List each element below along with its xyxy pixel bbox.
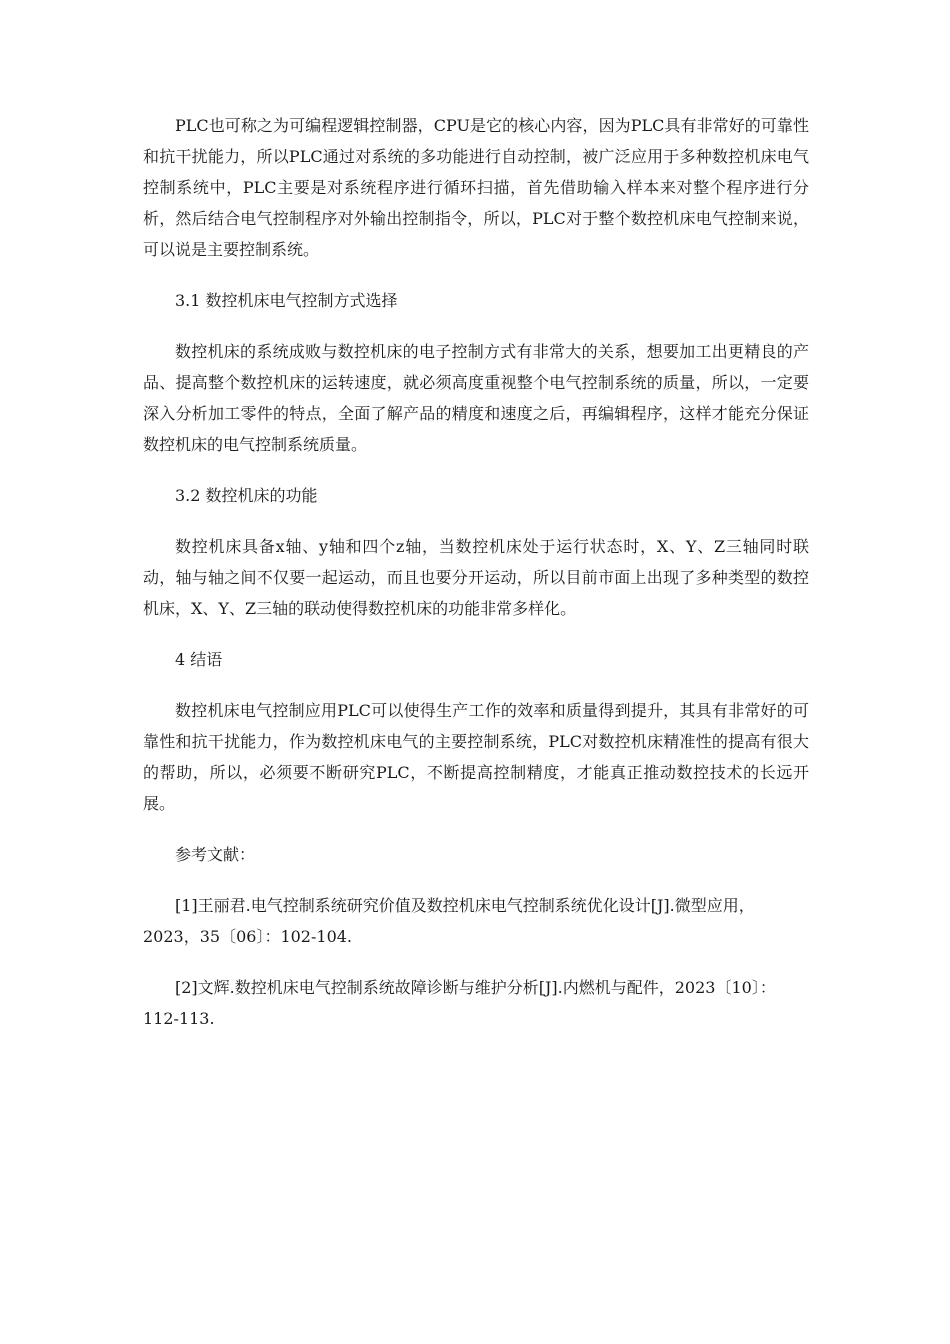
page-content (143, 110, 809, 1054)
reference-item-1: [1]王丽君.电气控制系统研究价值及数控机床电气控制系统优化设计[J].微型应用，2023，35〔06〕：102-104. (143, 896, 755, 946)
section-heading-3-2: 3.2 数控机床的功能 (175, 486, 318, 505)
paragraph-3-2: 数控机床具备x轴、y轴和四个z轴，当数控机床处于运行状态时，X、Y、Z三轴同时联动，轴与轴之间不仅要一起运动，而且也要分开运动，所以目前市面上出现了多种类型的数控机床，X、Y、Z三轴的联动使得数控机床的功能非常多样化。 (143, 537, 809, 618)
paragraph-3-1: 数控机床的系统成败与数控机床的电子控制方式有非常大的关系，想要加工出更精良的产品、提高整个数控机床的运转速度，就必须高度重视整个电气控制系统的质量，所以，一定要深入分析加工零件的特点，全面了解产品的精度和速度之后，再编辑程序，这样才能充分保证数控机床的电气控制系统质量。 (143, 342, 809, 454)
section-heading-4: 4 结语 (175, 650, 223, 669)
references-heading: 参考文献： (175, 845, 256, 864)
section-heading-3-1: 3.1 数控机床电气控制方式选择 (175, 291, 398, 310)
paragraph-4: 数控机床电气控制应用PLC可以使得生产工作的效率和质量得到提升，其具有非常好的可靠性和抗干扰能力，作为数控机床电气的主要控制系统，PLC对数控机床精准性的提高有很大的帮助，所以，必须要不断研究PLC，不断提高控制精度，才能真正推动数控技术的长远开展。 (143, 701, 809, 813)
reference-item-2: [2]文辉.数控机床电气控制系统故障诊断与维护分析[J].内燃机与配件，2023〔10〕：112-113. (143, 978, 776, 1028)
paragraph-plc-intro: PLC也可称之为可编程逻辑控制器，CPU是它的核心内容，因为PLC具有非常好的可靠性和抗干扰能力，所以PLC通过对系统的多功能进行自动控制，被广泛应用于多种数控机床电气控制系统中，PLC主要是对系统程序进行循环扫描，首先借助输入样本来对整个程序进行分析，然后结合电气控制程序对外输出控制指令，所以，PLC对于整个数控机床电气控制来说，可以说是主要控制系统。 (143, 116, 809, 259)
